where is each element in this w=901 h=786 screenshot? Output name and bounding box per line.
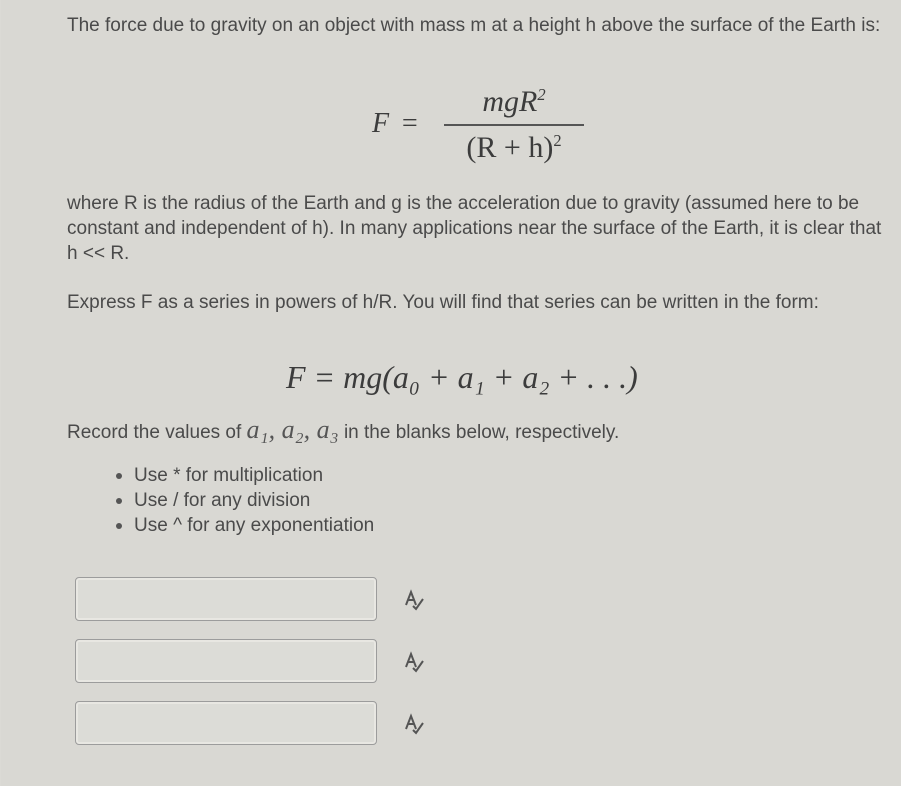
gravity-formula (372, 84, 612, 176)
formula-denominator: $(R + h)^2$ (466, 131, 562, 164)
answer-row-a2 (75, 639, 435, 685)
express-text: Express F as a series in powers of h/R. You will find that series can be written in the form: (67, 292, 819, 313)
record-suffix: in the blanks below, respectively. (343, 422, 620, 443)
formula-fraction (444, 84, 584, 166)
tip-item: Use * for multiplication (112, 463, 374, 488)
tip-item: Use ^ for any exponentiation (112, 513, 374, 538)
spell-check-icon[interactable] (402, 711, 426, 735)
spell-check-icon[interactable] (402, 587, 426, 611)
answer-input-a2[interactable] (75, 639, 377, 683)
record-prefix: Record the values of (67, 422, 242, 443)
series-formula: F = mg(a₀ + a₁ + a₂ + . . .) (286, 359, 638, 395)
answer-row-a3 (75, 701, 435, 747)
record-instruction (67, 417, 883, 445)
formula-numerator: mgR$^2$ (482, 85, 546, 118)
input-tips-list (112, 463, 374, 538)
answer-row-a1 (75, 577, 435, 623)
tip-item: Use / for any division (112, 488, 374, 513)
answer-input-a3[interactable] (75, 701, 377, 745)
fraction-bar (444, 124, 584, 126)
where-text: where R is the radius of the Earth and g is the acceleration due to gravity (assumed here to be constant and independent of h). In many applications near the surface of the Earth, it is clear that h << R. (67, 193, 882, 264)
formula-lhs: F = (372, 108, 421, 139)
record-vars: a₁, a₂, a₃ (246, 415, 339, 444)
answer-input-a1[interactable] (75, 577, 377, 621)
spell-check-icon[interactable] (402, 649, 426, 673)
intro-text: The force due to gravity on an object with mass m at a height h above the surface of the Earth is: (67, 15, 881, 36)
